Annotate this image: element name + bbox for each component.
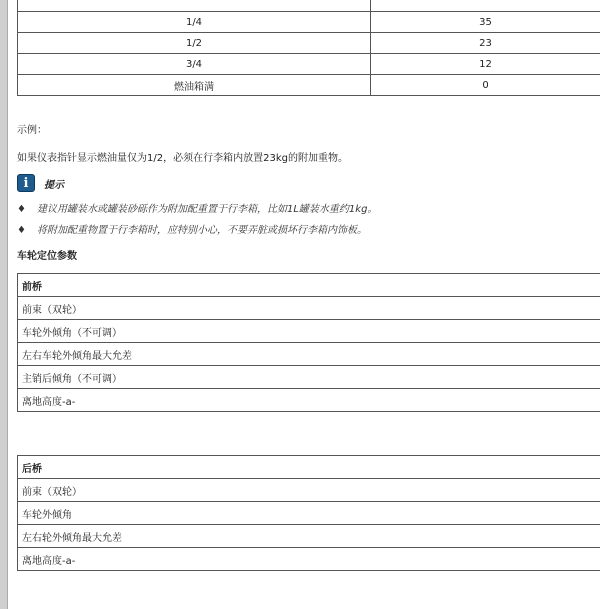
- table-row: [18, 75, 600, 96]
- table-row: [18, 33, 600, 54]
- section-title: 车轮定位参数: [17, 251, 77, 262]
- hint-bullet: [17, 200, 377, 215]
- fuel-level-cell: 燃油箱满: [18, 75, 371, 96]
- weight-cell: [371, 0, 600, 12]
- hint-title: 提示: [44, 179, 64, 191]
- fuel-level-cell: 3/4: [18, 54, 371, 75]
- fuel-weight-table: [17, 0, 600, 96]
- hint-bullet-text: 将附加配重物置于行李箱时，应特别小心，不要弄脏或损坏行李箱内饰板。: [37, 225, 367, 236]
- table-row: [18, 297, 600, 320]
- fuel-level-cell: 1/2: [18, 33, 371, 54]
- param-cell: 左右车轮外倾角最大允差: [18, 343, 600, 366]
- table-row: [18, 0, 600, 12]
- table-row: [18, 320, 600, 343]
- table-row: [18, 502, 600, 525]
- table-row: [18, 525, 600, 548]
- param-cell: 车轮外倾角（不可调）: [18, 320, 600, 343]
- bullet-icon: ♦: [17, 204, 26, 215]
- table-row: [18, 548, 600, 571]
- param-cell: 前束（双轮）: [18, 297, 600, 320]
- hint-bullet: [17, 221, 367, 236]
- rear-axle-table: [17, 455, 600, 571]
- fuel-level-cell: 1/4: [18, 12, 371, 33]
- table-row: [18, 366, 600, 389]
- table-header-row: [18, 456, 600, 479]
- param-cell: 左右轮外倾角最大允差: [18, 525, 600, 548]
- rear-axle-header: 后桥: [18, 456, 600, 479]
- table-row: [18, 343, 600, 366]
- param-cell: 车轮外倾角: [18, 502, 600, 525]
- param-cell: 前束（双轮）: [18, 479, 600, 502]
- front-axle-table: [17, 273, 600, 412]
- example-label: 示例：: [17, 125, 47, 136]
- bullet-icon: ♦: [17, 225, 26, 236]
- weight-cell: 23: [371, 33, 600, 54]
- front-axle-header: 前桥: [18, 274, 600, 297]
- table-row: [18, 54, 600, 75]
- weight-cell: 35: [371, 12, 600, 33]
- table-row: [18, 389, 600, 412]
- table-row: [18, 12, 600, 33]
- fuel-level-cell: [18, 0, 371, 12]
- param-cell: 主销后倾角（不可调）: [18, 366, 600, 389]
- info-icon: i: [17, 174, 35, 192]
- weight-cell: 12: [371, 54, 600, 75]
- example-text: 如果仪表指针显示燃油量仅为1/2，必须在行李箱内放置23kg的附加重物。: [17, 153, 348, 164]
- param-cell: 离地高度-a-: [18, 389, 600, 412]
- weight-cell: 0: [371, 75, 600, 96]
- param-cell: 离地高度-a-: [18, 548, 600, 571]
- hint-bullet-text: 建议用罐装水或罐装砂砾作为附加配重置于行李箱，比如1L罐装水重约1kg。: [37, 204, 378, 215]
- table-row: [18, 479, 600, 502]
- table-header-row: [18, 274, 600, 297]
- document-page: [7, 0, 600, 609]
- hint-header: [17, 174, 64, 192]
